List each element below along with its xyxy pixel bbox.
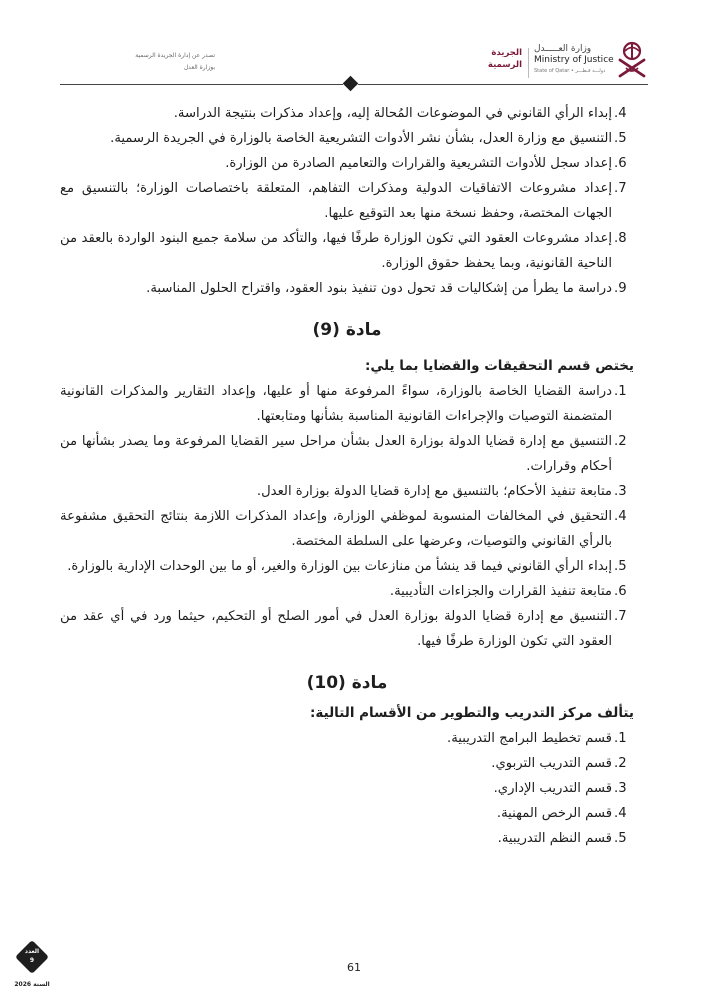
list-text: قسم الرخص المهنية. bbox=[496, 806, 612, 821]
list-number: .6 bbox=[614, 584, 627, 599]
issue-label: العدد bbox=[24, 948, 40, 955]
list-item bbox=[60, 751, 634, 776]
list-item bbox=[60, 226, 634, 276]
list-item bbox=[60, 726, 634, 751]
brand-divider bbox=[528, 48, 529, 78]
issuer-line-2: بوزارة العدل bbox=[183, 64, 215, 71]
list-item bbox=[60, 826, 634, 851]
ministry-name bbox=[534, 44, 614, 77]
ministry-brand bbox=[470, 44, 650, 84]
gazette-logo-text bbox=[470, 47, 522, 71]
list-text: دراسة ما يطرأ من إشكاليات قد تحول دون تنفيذ بنود العقود، واقتراح الحلول المناسبة. bbox=[146, 281, 612, 296]
list-item bbox=[60, 379, 634, 429]
list-number: .7 bbox=[614, 609, 627, 624]
list-number: .9 bbox=[614, 281, 627, 296]
ministry-state: State of Qatar • دولـــة قـطـــر bbox=[534, 68, 606, 74]
list-item bbox=[60, 801, 634, 826]
list-item bbox=[60, 504, 634, 554]
list-number: .4 bbox=[614, 106, 627, 121]
list-text: قسم تخطيط البرامج التدريبية. bbox=[447, 731, 612, 746]
issue-number: 9 bbox=[29, 957, 35, 964]
list-item bbox=[60, 176, 634, 226]
ministry-name-ar: وزارة العـــــدل bbox=[534, 44, 592, 54]
list-number: .5 bbox=[614, 131, 627, 146]
document-body bbox=[60, 101, 634, 851]
issue-badge bbox=[14, 945, 50, 997]
header-rule-left bbox=[60, 84, 343, 85]
header-rule-right bbox=[358, 84, 648, 85]
list-number: .2 bbox=[614, 756, 627, 771]
list-text: إعداد مشروعات الاتفاقيات الدولية ومذكرات التفاهم، المتعلقة باختصاصات الوزارة؛ بالتنسيق مع الجهات المختصة، وحفظ نسخة منها بعد التوقيع عليها. bbox=[60, 181, 612, 221]
issue-text bbox=[14, 947, 50, 965]
list-item bbox=[60, 776, 634, 801]
list-text: التنسيق مع إدارة قضايا الدولة بوزارة العدل في أمور الصلح أو التحكيم، حيثما ورد في أي عقد من العقود التي تكون الوزارة طرفًا فيها. bbox=[60, 609, 612, 649]
list-number: .5 bbox=[614, 559, 627, 574]
list-number: .1 bbox=[614, 731, 627, 746]
list-number: .3 bbox=[614, 781, 627, 796]
article-10-heading: مادة (10) bbox=[306, 673, 388, 693]
list-item bbox=[60, 429, 634, 479]
list-text: دراسة القضايا الخاصة بالوزارة، سواءً المرفوعة منها أو عليها، وإعداد التقارير والمذكرات القانونية المتضمنة التوصيات والإجراءات القانونية المناسبة بشأنها ومتابعتها. bbox=[60, 384, 612, 424]
ministry-name-en: Ministry of Justice bbox=[534, 55, 614, 65]
article-9-intro: يختص قسم التحقيقات والقضايا بما يلي: bbox=[364, 358, 634, 374]
list-item bbox=[60, 151, 634, 176]
list-number: .4 bbox=[614, 509, 627, 524]
list-number: .7 bbox=[614, 181, 627, 196]
list-item bbox=[60, 479, 634, 504]
list-text: قسم التدريب الإداري. bbox=[493, 781, 612, 796]
list-number: .5 bbox=[614, 831, 627, 846]
article-10-intro: يتألف مركز التدريب والتطوير من الأقسام التالية: bbox=[310, 705, 634, 721]
article-9-list bbox=[60, 379, 634, 654]
list-item bbox=[60, 101, 634, 126]
gazette-line-2: الرسمية bbox=[487, 60, 522, 70]
list-item bbox=[60, 126, 634, 151]
list-number: .6 bbox=[614, 156, 627, 171]
header-diamond bbox=[343, 76, 359, 92]
list-text: قسم التدريب التربوي. bbox=[491, 756, 612, 771]
list-number: .3 bbox=[614, 484, 627, 499]
list-text: إبداء الرأي القانوني في الموضوعات المُحالة إليه، وإعداد مذكرات بنتيجة الدراسة. bbox=[173, 106, 612, 121]
list-number: .4 bbox=[614, 806, 627, 821]
list-text: إبداء الرأي القانوني فيما قد ينشأ من منازعات بين الوزارة والغير، أو ما بين الوحدات الإدارية بالوزارة. bbox=[67, 559, 612, 574]
article-9-heading: مادة (9) bbox=[312, 320, 382, 340]
list-text: متابعة تنفيذ الأحكام؛ بالتنسيق مع إدارة قضايا الدولة بوزارة العدل. bbox=[256, 484, 612, 499]
gazette-line-1: الجريدة bbox=[491, 48, 522, 58]
article-8-list bbox=[60, 101, 634, 301]
list-text: إعداد مشروعات العقود التي تكون الوزارة طرفًا فيها، والتأكد من سلامة جميع البنود الواردة بالعقد من الناحية القانونية، وبما يحفظ حقوق الوزارة. bbox=[60, 231, 612, 271]
issuer-line-1: تصدر عن إدارة الجريدة الرسمية bbox=[135, 52, 215, 59]
list-number: .8 bbox=[614, 231, 627, 246]
article-10-list bbox=[60, 726, 634, 851]
list-number: .2 bbox=[614, 434, 627, 449]
list-number: .1 bbox=[614, 384, 627, 399]
list-text: قسم النظم التدريبية. bbox=[497, 831, 612, 846]
list-text: إعداد سجل للأدوات التشريعية والقرارات والتعاميم الصادرة من الوزارة. bbox=[225, 156, 612, 171]
list-text: التحقيق في المخالفات المنسوبة لموظفي الوزارة، وإعداد المذكرات اللازمة بنتائج التحقيق مشفوعة بالرأي القانوني والتوصيات، وعرضها على السلطة المختصة. bbox=[60, 509, 612, 549]
qatar-emblem-icon bbox=[616, 38, 648, 80]
list-item bbox=[60, 276, 634, 301]
list-text: التنسيق مع إدارة قضايا الدولة بوزارة العدل بشأن مراحل سير القضايا المرفوعة وما يصدر بشأنها من أحكام وقرارات. bbox=[60, 434, 612, 474]
issue-year: السنة 2026 bbox=[14, 981, 50, 988]
list-item bbox=[60, 604, 634, 654]
issuer-text bbox=[130, 50, 215, 74]
list-item bbox=[60, 579, 634, 604]
list-text: التنسيق مع وزارة العدل، بشأن نشر الأدوات التشريعية الخاصة بالوزارة في الجريدة الرسمية. bbox=[110, 131, 612, 146]
list-text: متابعة تنفيذ القرارات والجزاءات التأديبية. bbox=[389, 584, 612, 599]
list-item bbox=[60, 554, 634, 579]
page-number: 61 bbox=[347, 961, 361, 974]
page-header bbox=[0, 0, 708, 96]
